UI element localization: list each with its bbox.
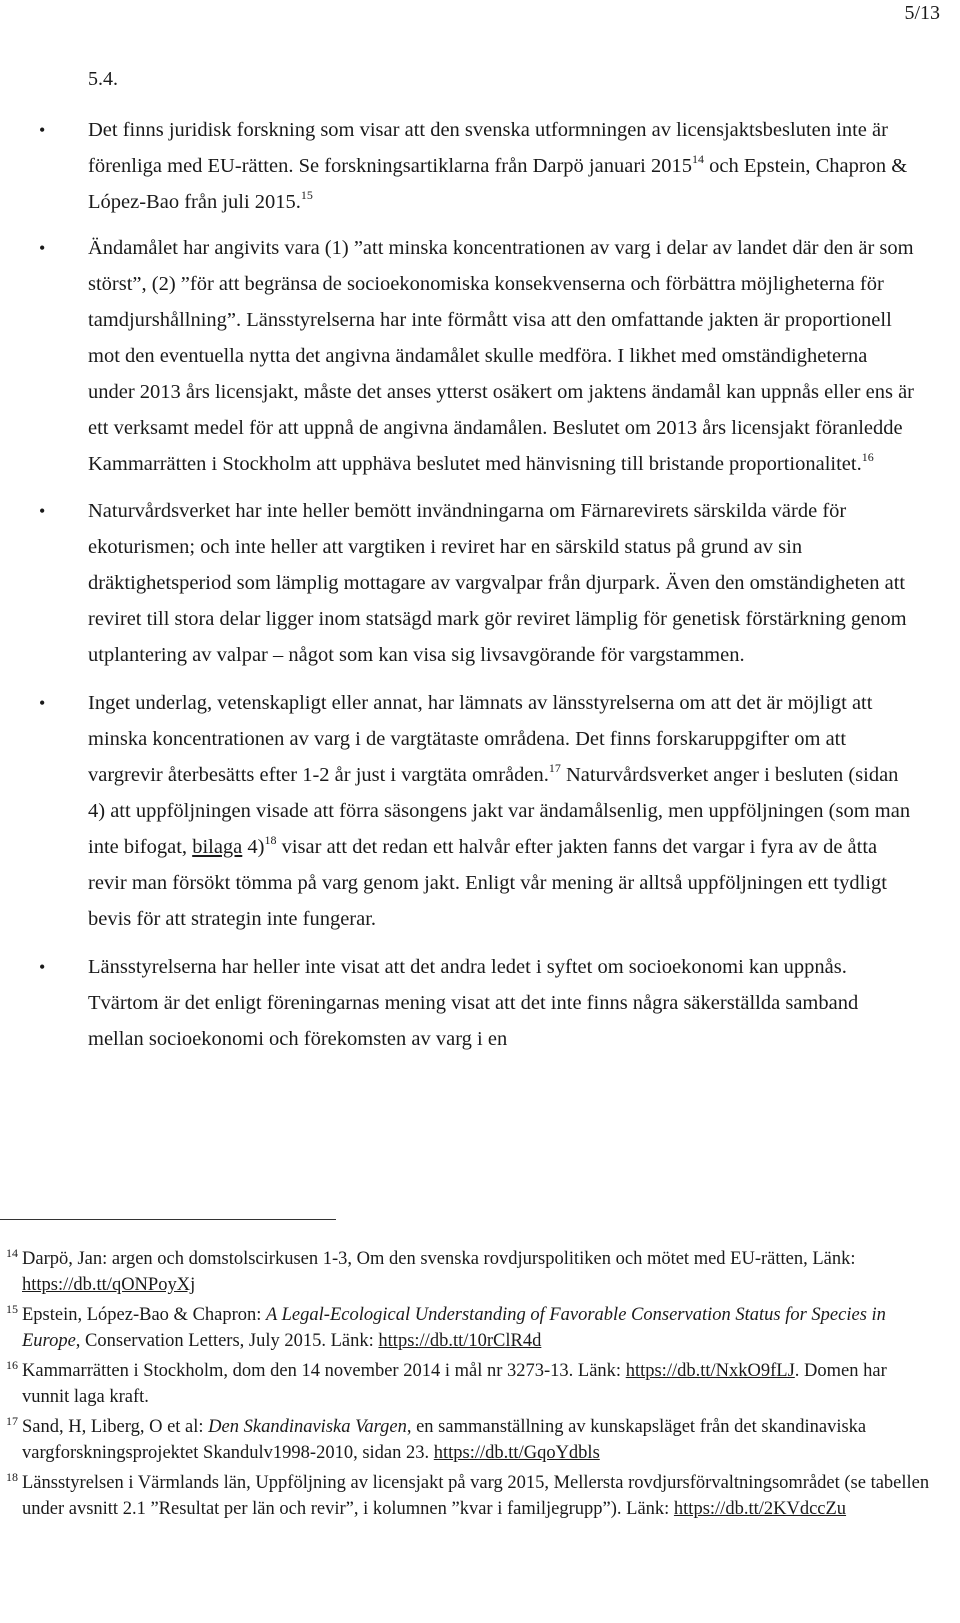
page-number: 5/13 — [904, 2, 940, 24]
footnote-number: 16 — [6, 1358, 18, 1372]
footnote-text: , en sammanställning av kunskapsläget från det skandinaviska vargforskningsprojektet Skandulv1998-2010, sidan 23. — [22, 1417, 867, 1463]
bullet-list — [0, 112, 960, 1057]
footnote-number: 14 — [6, 1246, 18, 1260]
footnote — [6, 1414, 936, 1466]
footnote-ref[interactable]: 14 — [691, 152, 704, 166]
paragraph-text: Länsstyrelserna har heller inte visat att det andra ledet i syftet om socioekonomi kan uppnås. Tvärtom är det enligt föreningarnas mening visat att det inte finns några säkerställda samband mellan socioekonomi och förekomsten av varg i en — [88, 956, 859, 1050]
footnote-number: 15 — [6, 1302, 18, 1316]
bilaga-link[interactable]: bilaga — [192, 836, 243, 858]
list-item — [0, 230, 918, 482]
footnote-link[interactable]: https://db.tt/GqoYdbls — [433, 1443, 600, 1463]
footnote-title: Den Skandinaviska Vargen — [208, 1417, 407, 1437]
paragraph-text: och Epstein, Chapron & López-Bao från juli 2015. — [88, 155, 908, 213]
footnote-text: Epstein, López-Bao & Chapron: — [22, 1305, 267, 1325]
footnote-number: 17 — [6, 1414, 18, 1428]
footnote-ref[interactable]: 18 — [264, 833, 277, 847]
paragraph-text: visar att det redan ett halvår efter jakten fanns det vargar i fyra av de åtta revir man försökt tömma på varg genom jakt. Enligt vår mening är alltså uppföljningen ett tydligt bevis för att strategin inte fungerar. — [88, 836, 887, 930]
bullet-icon: • — [39, 693, 46, 713]
bullet-icon: • — [39, 957, 46, 977]
footnote-ref[interactable]: 15 — [300, 188, 313, 202]
list-item — [0, 685, 918, 937]
paragraph-text: Naturvårdsverket anger i besluten (sidan 4) att uppföljningen visade att förra säsongens jakt var ändamålsenlig, men uppföljningen (som man inte bifogat, — [88, 764, 911, 858]
footnote — [6, 1246, 936, 1298]
bullet-icon: • — [39, 501, 46, 521]
footnote-text: Darpö, Jan: argen och domstolscirkusen 1-3, Om den svenska rovdjurspolitiken och mötet med EU-rätten, Länk: — [22, 1249, 856, 1269]
footnote — [6, 1470, 936, 1522]
footnote-ref[interactable]: 16 — [861, 450, 874, 464]
footnote-title: A Legal-Ecological Understanding of Favorable Conservation Status for Species in Europe — [22, 1305, 886, 1351]
footnote-text: Sand, H, Liberg, O et al: — [22, 1417, 209, 1437]
footnote — [6, 1358, 936, 1410]
footnote-link[interactable]: https://db.tt/qONPoyXj — [22, 1275, 196, 1295]
footnotes — [6, 1246, 936, 1526]
list-item — [0, 493, 918, 673]
bullet-icon: • — [39, 120, 46, 140]
paragraph-text: Inget underlag, vetenskapligt eller annat, har lämnats av länsstyrelserna om att det är möjligt att minska koncentrationen av varg i de vargtätaste områdena. Det finns forskaruppgifter om att vargrevir återbesätts efter 1-2 år just i vargtäta områden. — [88, 692, 873, 786]
footnote-text: . Domen har vunnit laga kraft. — [22, 1361, 887, 1407]
paragraph-text: Det finns juridisk forskning som visar att den svenska utformningen av licensjaktsbesluten inte är förenliga med EU-rätten. Se forskningsartiklarna från Darpö januari 2015 — [88, 119, 888, 177]
footnote-link[interactable]: https://db.tt/NxkO9fLJ — [625, 1361, 795, 1381]
paragraph-text: Ändamålet har angivits vara (1) ”att minska koncentrationen av varg i delar av landet där den är som störst”, (2) ”för att begränsa de socioekonomiska konsekvenserna och förbättra möjligheterna för tamdjurshållning”. Länsstyrelserna har inte förmått visa att den omfattande jakten är proportionell mot den eventuella nytta det angivna ändamålet skulle medföra. I likhet med omständigheterna under 2013 års licensjakt, måste det anses ytterst osäkert om jaktens ändamål kan uppnås eller ens är ett verksamt medel för att uppnå de angivna ändamålen. Beslutet om 2013 års licensjakt föranledde Kammarrätten i Stockholm att upphäva beslutet med hänvisning till bristande proportionalitet. — [88, 237, 915, 475]
footnote-ref[interactable]: 17 — [548, 761, 561, 775]
footnote-link[interactable]: https://db.tt/10rClR4d — [378, 1331, 542, 1351]
list-item — [0, 949, 918, 1057]
footnote-link[interactable]: https://db.tt/2KVdccZu — [673, 1499, 847, 1519]
footnote-text: Länsstyrelsen i Värmlands län, Uppföljning av licensjakt på varg 2015, Mellersta rovdjursförvaltningsområdet (se tabellen under avsnitt 2.1 ”Resultat per län och revir”, i kolumnen ”kvar i familjegrupp”). Länk: — [22, 1473, 930, 1519]
footnote-divider — [0, 1219, 336, 1220]
footnote — [6, 1302, 936, 1354]
bullet-icon: • — [39, 238, 46, 258]
list-item — [0, 112, 918, 220]
paragraph-text: 4) — [242, 836, 265, 858]
paragraph-text: Naturvårdsverket har inte heller bemött invändningarna om Färnarevirets särskilda värde för ekoturismen; och inte heller att vargtiken i reviret har en särskild status på grund av sin dräktighetsperiod som lämplig mottagare av vargvalpar från djurpark. Även den omständigheten att reviret till stora delar ligger inom statsägd mark gör reviret lämplig för genetisk förstärkning genom utplantering av valpar – något som kan visa sig livsavgörande för vargstammen. — [88, 500, 907, 666]
footnote-text: Kammarrätten i Stockholm, dom den 14 november 2014 i mål nr 3273-13. Länk: — [22, 1361, 626, 1381]
section-number: 5.4. — [88, 68, 118, 90]
footnote-text: , Conservation Letters, July 2015. Länk: — [75, 1331, 379, 1351]
footnote-number: 18 — [6, 1470, 18, 1484]
